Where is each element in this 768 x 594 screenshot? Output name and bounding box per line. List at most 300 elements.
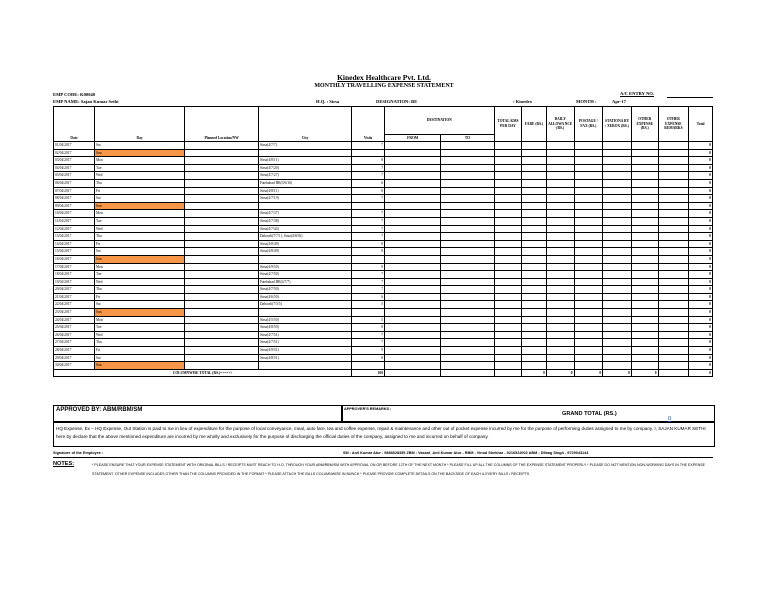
stationary-cell[interactable] bbox=[603, 202, 632, 210]
planned-location-cell[interactable] bbox=[185, 347, 259, 355]
total-kms-cell[interactable] bbox=[494, 217, 522, 225]
stationary-cell[interactable] bbox=[603, 354, 632, 362]
other-expense-cell[interactable] bbox=[631, 354, 658, 362]
total-kms-cell[interactable] bbox=[494, 225, 522, 233]
to-cell[interactable] bbox=[441, 149, 494, 157]
stationary-cell[interactable] bbox=[603, 331, 632, 339]
fare-cell[interactable] bbox=[522, 210, 547, 218]
to-cell[interactable] bbox=[441, 293, 494, 301]
postage-cell[interactable] bbox=[574, 217, 603, 225]
fare-cell[interactable] bbox=[522, 225, 547, 233]
other-remarks-cell[interactable] bbox=[658, 293, 689, 301]
planned-location-cell[interactable] bbox=[185, 248, 259, 256]
stationary-cell[interactable] bbox=[603, 157, 632, 165]
daily-allowance-cell[interactable] bbox=[546, 278, 574, 286]
stationary-cell[interactable] bbox=[603, 179, 632, 187]
other-remarks-cell[interactable] bbox=[658, 157, 689, 165]
planned-location-cell[interactable] bbox=[185, 293, 259, 301]
from-cell[interactable] bbox=[384, 157, 440, 165]
from-cell[interactable] bbox=[384, 202, 440, 210]
other-expense-cell[interactable] bbox=[631, 172, 658, 180]
planned-location-cell[interactable] bbox=[185, 278, 259, 286]
from-cell[interactable] bbox=[384, 195, 440, 203]
other-remarks-cell[interactable] bbox=[658, 331, 689, 339]
other-expense-cell[interactable] bbox=[631, 164, 658, 172]
from-cell[interactable] bbox=[384, 172, 440, 180]
daily-allowance-cell[interactable] bbox=[546, 293, 574, 301]
planned-location-cell[interactable] bbox=[185, 255, 259, 263]
postage-cell[interactable] bbox=[574, 179, 603, 187]
postage-cell[interactable] bbox=[574, 233, 603, 241]
planned-location-cell[interactable] bbox=[185, 179, 259, 187]
planned-location-cell[interactable] bbox=[185, 225, 259, 233]
to-cell[interactable] bbox=[441, 202, 494, 210]
other-remarks-cell[interactable] bbox=[658, 255, 689, 263]
total-kms-cell[interactable] bbox=[494, 255, 522, 263]
stationary-cell[interactable] bbox=[603, 142, 632, 150]
other-remarks-cell[interactable] bbox=[658, 271, 689, 279]
stationary-cell[interactable] bbox=[603, 195, 632, 203]
postage-cell[interactable] bbox=[574, 316, 603, 324]
from-cell[interactable] bbox=[384, 316, 440, 324]
stationary-cell[interactable] bbox=[603, 240, 632, 248]
from-cell[interactable] bbox=[384, 271, 440, 279]
other-expense-cell[interactable] bbox=[631, 142, 658, 150]
daily-allowance-cell[interactable] bbox=[546, 255, 574, 263]
from-cell[interactable] bbox=[384, 263, 440, 271]
total-kms-cell[interactable] bbox=[494, 248, 522, 256]
postage-cell[interactable] bbox=[574, 354, 603, 362]
stationary-cell[interactable] bbox=[603, 309, 632, 317]
fare-cell[interactable] bbox=[522, 179, 547, 187]
from-cell[interactable] bbox=[384, 354, 440, 362]
stationary-cell[interactable] bbox=[603, 187, 632, 195]
to-cell[interactable] bbox=[441, 164, 494, 172]
stationary-cell[interactable] bbox=[603, 362, 632, 370]
to-cell[interactable] bbox=[441, 240, 494, 248]
planned-location-cell[interactable] bbox=[185, 263, 259, 271]
other-remarks-cell[interactable] bbox=[658, 263, 689, 271]
fare-cell[interactable] bbox=[522, 347, 547, 355]
to-cell[interactable] bbox=[441, 195, 494, 203]
daily-allowance-cell[interactable] bbox=[546, 210, 574, 218]
postage-cell[interactable] bbox=[574, 263, 603, 271]
fare-cell[interactable] bbox=[522, 339, 547, 347]
grand-total-value[interactable]: 0 bbox=[668, 416, 672, 422]
planned-location-cell[interactable] bbox=[185, 217, 259, 225]
daily-allowance-cell[interactable] bbox=[546, 233, 574, 241]
total-kms-cell[interactable] bbox=[494, 324, 522, 332]
fare-cell[interactable] bbox=[522, 278, 547, 286]
from-cell[interactable] bbox=[384, 233, 440, 241]
other-expense-cell[interactable] bbox=[631, 255, 658, 263]
fare-cell[interactable] bbox=[522, 301, 547, 309]
postage-cell[interactable] bbox=[574, 339, 603, 347]
daily-allowance-cell[interactable] bbox=[546, 179, 574, 187]
fare-cell[interactable] bbox=[522, 217, 547, 225]
stationary-cell[interactable] bbox=[603, 225, 632, 233]
other-expense-cell[interactable] bbox=[631, 339, 658, 347]
postage-cell[interactable] bbox=[574, 195, 603, 203]
other-remarks-cell[interactable] bbox=[658, 309, 689, 317]
to-cell[interactable] bbox=[441, 331, 494, 339]
fare-cell[interactable] bbox=[522, 164, 547, 172]
planned-location-cell[interactable] bbox=[185, 301, 259, 309]
planned-location-cell[interactable] bbox=[185, 233, 259, 241]
other-expense-cell[interactable] bbox=[631, 263, 658, 271]
from-cell[interactable] bbox=[384, 248, 440, 256]
postage-cell[interactable] bbox=[574, 240, 603, 248]
stationary-cell[interactable] bbox=[603, 172, 632, 180]
fare-cell[interactable] bbox=[522, 309, 547, 317]
to-cell[interactable] bbox=[441, 225, 494, 233]
stationary-cell[interactable] bbox=[603, 301, 632, 309]
other-remarks-cell[interactable] bbox=[658, 225, 689, 233]
to-cell[interactable] bbox=[441, 354, 494, 362]
to-cell[interactable] bbox=[441, 255, 494, 263]
fare-cell[interactable] bbox=[522, 157, 547, 165]
planned-location-cell[interactable] bbox=[185, 316, 259, 324]
other-expense-cell[interactable] bbox=[631, 179, 658, 187]
from-cell[interactable] bbox=[384, 278, 440, 286]
total-kms-cell[interactable] bbox=[494, 172, 522, 180]
total-kms-cell[interactable] bbox=[494, 179, 522, 187]
to-cell[interactable] bbox=[441, 301, 494, 309]
postage-cell[interactable] bbox=[574, 347, 603, 355]
to-cell[interactable] bbox=[441, 263, 494, 271]
other-remarks-cell[interactable] bbox=[658, 233, 689, 241]
planned-location-cell[interactable] bbox=[185, 187, 259, 195]
fare-cell[interactable] bbox=[522, 172, 547, 180]
postage-cell[interactable] bbox=[574, 324, 603, 332]
other-remarks-cell[interactable] bbox=[658, 240, 689, 248]
to-cell[interactable] bbox=[441, 286, 494, 294]
postage-cell[interactable] bbox=[574, 331, 603, 339]
to-cell[interactable] bbox=[441, 309, 494, 317]
daily-allowance-cell[interactable] bbox=[546, 301, 574, 309]
other-expense-cell[interactable] bbox=[631, 309, 658, 317]
other-remarks-cell[interactable] bbox=[658, 210, 689, 218]
fare-cell[interactable] bbox=[522, 233, 547, 241]
fare-cell[interactable] bbox=[522, 248, 547, 256]
daily-allowance-cell[interactable] bbox=[546, 202, 574, 210]
other-expense-cell[interactable] bbox=[631, 157, 658, 165]
stationary-cell[interactable] bbox=[603, 324, 632, 332]
total-kms-cell[interactable] bbox=[494, 316, 522, 324]
other-remarks-cell[interactable] bbox=[658, 362, 689, 370]
daily-allowance-cell[interactable] bbox=[546, 286, 574, 294]
other-expense-cell[interactable] bbox=[631, 217, 658, 225]
daily-allowance-cell[interactable] bbox=[546, 172, 574, 180]
postage-cell[interactable] bbox=[574, 210, 603, 218]
planned-location-cell[interactable] bbox=[185, 309, 259, 317]
total-kms-cell[interactable] bbox=[494, 233, 522, 241]
total-kms-cell[interactable] bbox=[494, 331, 522, 339]
daily-allowance-cell[interactable] bbox=[546, 142, 574, 150]
from-cell[interactable] bbox=[384, 210, 440, 218]
fare-cell[interactable] bbox=[522, 255, 547, 263]
total-kms-cell[interactable] bbox=[494, 164, 522, 172]
daily-allowance-cell[interactable] bbox=[546, 164, 574, 172]
ac-entry-field[interactable] bbox=[667, 97, 713, 98]
total-kms-cell[interactable] bbox=[494, 301, 522, 309]
to-cell[interactable] bbox=[441, 248, 494, 256]
postage-cell[interactable] bbox=[574, 362, 603, 370]
planned-location-cell[interactable] bbox=[185, 324, 259, 332]
postage-cell[interactable] bbox=[574, 255, 603, 263]
other-remarks-cell[interactable] bbox=[658, 316, 689, 324]
stationary-cell[interactable] bbox=[603, 316, 632, 324]
planned-location-cell[interactable] bbox=[185, 331, 259, 339]
from-cell[interactable] bbox=[384, 347, 440, 355]
planned-location-cell[interactable] bbox=[185, 354, 259, 362]
other-expense-cell[interactable] bbox=[631, 202, 658, 210]
planned-location-cell[interactable] bbox=[185, 210, 259, 218]
stationary-cell[interactable] bbox=[603, 271, 632, 279]
other-remarks-cell[interactable] bbox=[658, 187, 689, 195]
daily-allowance-cell[interactable] bbox=[546, 331, 574, 339]
other-expense-cell[interactable] bbox=[631, 362, 658, 370]
other-expense-cell[interactable] bbox=[631, 210, 658, 218]
planned-location-cell[interactable] bbox=[185, 339, 259, 347]
total-kms-cell[interactable] bbox=[494, 293, 522, 301]
daily-allowance-cell[interactable] bbox=[546, 240, 574, 248]
stationary-cell[interactable] bbox=[603, 263, 632, 271]
other-expense-cell[interactable] bbox=[631, 324, 658, 332]
from-cell[interactable] bbox=[384, 293, 440, 301]
planned-location-cell[interactable] bbox=[185, 149, 259, 157]
from-cell[interactable] bbox=[384, 149, 440, 157]
planned-location-cell[interactable] bbox=[185, 202, 259, 210]
fare-cell[interactable] bbox=[522, 263, 547, 271]
other-expense-cell[interactable] bbox=[631, 347, 658, 355]
total-kms-cell[interactable] bbox=[494, 157, 522, 165]
daily-allowance-cell[interactable] bbox=[546, 362, 574, 370]
total-kms-cell[interactable] bbox=[494, 210, 522, 218]
daily-allowance-cell[interactable] bbox=[546, 271, 574, 279]
other-remarks-cell[interactable] bbox=[658, 278, 689, 286]
daily-allowance-cell[interactable] bbox=[546, 248, 574, 256]
to-cell[interactable] bbox=[441, 339, 494, 347]
other-remarks-cell[interactable] bbox=[658, 142, 689, 150]
other-remarks-cell[interactable] bbox=[658, 164, 689, 172]
to-cell[interactable] bbox=[441, 347, 494, 355]
daily-allowance-cell[interactable] bbox=[546, 347, 574, 355]
postage-cell[interactable] bbox=[574, 309, 603, 317]
other-remarks-cell[interactable] bbox=[658, 217, 689, 225]
other-remarks-cell[interactable] bbox=[658, 301, 689, 309]
to-cell[interactable] bbox=[441, 142, 494, 150]
fare-cell[interactable] bbox=[522, 362, 547, 370]
other-expense-cell[interactable] bbox=[631, 225, 658, 233]
other-expense-cell[interactable] bbox=[631, 331, 658, 339]
from-cell[interactable] bbox=[384, 255, 440, 263]
daily-allowance-cell[interactable] bbox=[546, 157, 574, 165]
planned-location-cell[interactable] bbox=[185, 195, 259, 203]
postage-cell[interactable] bbox=[574, 278, 603, 286]
total-kms-cell[interactable] bbox=[494, 202, 522, 210]
planned-location-cell[interactable] bbox=[185, 271, 259, 279]
to-cell[interactable] bbox=[441, 179, 494, 187]
total-kms-cell[interactable] bbox=[494, 347, 522, 355]
total-kms-cell[interactable] bbox=[494, 195, 522, 203]
postage-cell[interactable] bbox=[574, 301, 603, 309]
other-remarks-cell[interactable] bbox=[658, 195, 689, 203]
total-kms-cell[interactable] bbox=[494, 339, 522, 347]
from-cell[interactable] bbox=[384, 324, 440, 332]
planned-location-cell[interactable] bbox=[185, 286, 259, 294]
from-cell[interactable] bbox=[384, 142, 440, 150]
daily-allowance-cell[interactable] bbox=[546, 187, 574, 195]
fare-cell[interactable] bbox=[522, 202, 547, 210]
total-kms-cell[interactable] bbox=[494, 271, 522, 279]
other-expense-cell[interactable] bbox=[631, 248, 658, 256]
other-expense-cell[interactable] bbox=[631, 286, 658, 294]
other-expense-cell[interactable] bbox=[631, 195, 658, 203]
other-remarks-cell[interactable] bbox=[658, 202, 689, 210]
fare-cell[interactable] bbox=[522, 271, 547, 279]
stationary-cell[interactable] bbox=[603, 233, 632, 241]
stationary-cell[interactable] bbox=[603, 248, 632, 256]
postage-cell[interactable] bbox=[574, 202, 603, 210]
from-cell[interactable] bbox=[384, 240, 440, 248]
fare-cell[interactable] bbox=[522, 142, 547, 150]
fare-cell[interactable] bbox=[522, 293, 547, 301]
daily-allowance-cell[interactable] bbox=[546, 309, 574, 317]
from-cell[interactable] bbox=[384, 301, 440, 309]
total-kms-cell[interactable] bbox=[494, 142, 522, 150]
to-cell[interactable] bbox=[441, 362, 494, 370]
from-cell[interactable] bbox=[384, 179, 440, 187]
planned-location-cell[interactable] bbox=[185, 142, 259, 150]
fare-cell[interactable] bbox=[522, 324, 547, 332]
total-kms-cell[interactable] bbox=[494, 278, 522, 286]
to-cell[interactable] bbox=[441, 271, 494, 279]
daily-allowance-cell[interactable] bbox=[546, 324, 574, 332]
daily-allowance-cell[interactable] bbox=[546, 195, 574, 203]
total-kms-cell[interactable] bbox=[494, 240, 522, 248]
other-remarks-cell[interactable] bbox=[658, 172, 689, 180]
fare-cell[interactable] bbox=[522, 331, 547, 339]
daily-allowance-cell[interactable] bbox=[546, 263, 574, 271]
postage-cell[interactable] bbox=[574, 142, 603, 150]
planned-location-cell[interactable] bbox=[185, 157, 259, 165]
from-cell[interactable] bbox=[384, 187, 440, 195]
postage-cell[interactable] bbox=[574, 293, 603, 301]
daily-allowance-cell[interactable] bbox=[546, 225, 574, 233]
stationary-cell[interactable] bbox=[603, 217, 632, 225]
to-cell[interactable] bbox=[441, 278, 494, 286]
stationary-cell[interactable] bbox=[603, 347, 632, 355]
daily-allowance-cell[interactable] bbox=[546, 217, 574, 225]
stationary-cell[interactable] bbox=[603, 339, 632, 347]
other-expense-cell[interactable] bbox=[631, 271, 658, 279]
other-remarks-cell[interactable] bbox=[658, 347, 689, 355]
daily-allowance-cell[interactable] bbox=[546, 354, 574, 362]
postage-cell[interactable] bbox=[574, 248, 603, 256]
postage-cell[interactable] bbox=[574, 271, 603, 279]
fare-cell[interactable] bbox=[522, 187, 547, 195]
postage-cell[interactable] bbox=[574, 164, 603, 172]
stationary-cell[interactable] bbox=[603, 210, 632, 218]
other-remarks-cell[interactable] bbox=[658, 354, 689, 362]
other-expense-cell[interactable] bbox=[631, 301, 658, 309]
fare-cell[interactable] bbox=[522, 240, 547, 248]
other-expense-cell[interactable] bbox=[631, 149, 658, 157]
from-cell[interactable] bbox=[384, 339, 440, 347]
total-kms-cell[interactable] bbox=[494, 187, 522, 195]
postage-cell[interactable] bbox=[574, 286, 603, 294]
postage-cell[interactable] bbox=[574, 225, 603, 233]
planned-location-cell[interactable] bbox=[185, 362, 259, 370]
from-cell[interactable] bbox=[384, 309, 440, 317]
from-cell[interactable] bbox=[384, 286, 440, 294]
other-expense-cell[interactable] bbox=[631, 187, 658, 195]
to-cell[interactable] bbox=[441, 187, 494, 195]
total-kms-cell[interactable] bbox=[494, 362, 522, 370]
stationary-cell[interactable] bbox=[603, 286, 632, 294]
to-cell[interactable] bbox=[441, 172, 494, 180]
other-remarks-cell[interactable] bbox=[658, 179, 689, 187]
other-expense-cell[interactable] bbox=[631, 278, 658, 286]
postage-cell[interactable] bbox=[574, 187, 603, 195]
total-kms-cell[interactable] bbox=[494, 286, 522, 294]
planned-location-cell[interactable] bbox=[185, 164, 259, 172]
to-cell[interactable] bbox=[441, 217, 494, 225]
from-cell[interactable] bbox=[384, 225, 440, 233]
stationary-cell[interactable] bbox=[603, 255, 632, 263]
fare-cell[interactable] bbox=[522, 316, 547, 324]
total-kms-cell[interactable] bbox=[494, 309, 522, 317]
fare-cell[interactable] bbox=[522, 149, 547, 157]
postage-cell[interactable] bbox=[574, 157, 603, 165]
other-remarks-cell[interactable] bbox=[658, 339, 689, 347]
postage-cell[interactable] bbox=[574, 149, 603, 157]
fare-cell[interactable] bbox=[522, 354, 547, 362]
stationary-cell[interactable] bbox=[603, 293, 632, 301]
other-expense-cell[interactable] bbox=[631, 240, 658, 248]
approver-remarks-box[interactable] bbox=[341, 405, 715, 422]
planned-location-cell[interactable] bbox=[185, 240, 259, 248]
other-remarks-cell[interactable] bbox=[658, 248, 689, 256]
to-cell[interactable] bbox=[441, 316, 494, 324]
stationary-cell[interactable] bbox=[603, 164, 632, 172]
other-remarks-cell[interactable] bbox=[658, 286, 689, 294]
total-kms-cell[interactable] bbox=[494, 263, 522, 271]
to-cell[interactable] bbox=[441, 233, 494, 241]
planned-location-cell[interactable] bbox=[185, 172, 259, 180]
daily-allowance-cell[interactable] bbox=[546, 339, 574, 347]
fare-cell[interactable] bbox=[522, 286, 547, 294]
from-cell[interactable] bbox=[384, 164, 440, 172]
fare-cell[interactable] bbox=[522, 195, 547, 203]
from-cell[interactable] bbox=[384, 362, 440, 370]
to-cell[interactable] bbox=[441, 324, 494, 332]
daily-allowance-cell[interactable] bbox=[546, 316, 574, 324]
from-cell[interactable] bbox=[384, 217, 440, 225]
other-expense-cell[interactable] bbox=[631, 293, 658, 301]
total-kms-cell[interactable] bbox=[494, 354, 522, 362]
stationary-cell[interactable] bbox=[603, 149, 632, 157]
to-cell[interactable] bbox=[441, 157, 494, 165]
to-cell[interactable] bbox=[441, 210, 494, 218]
other-remarks-cell[interactable] bbox=[658, 149, 689, 157]
total-kms-cell[interactable] bbox=[494, 149, 522, 157]
postage-cell[interactable] bbox=[574, 172, 603, 180]
from-cell[interactable] bbox=[384, 331, 440, 339]
other-expense-cell[interactable] bbox=[631, 233, 658, 241]
daily-allowance-cell[interactable] bbox=[546, 149, 574, 157]
